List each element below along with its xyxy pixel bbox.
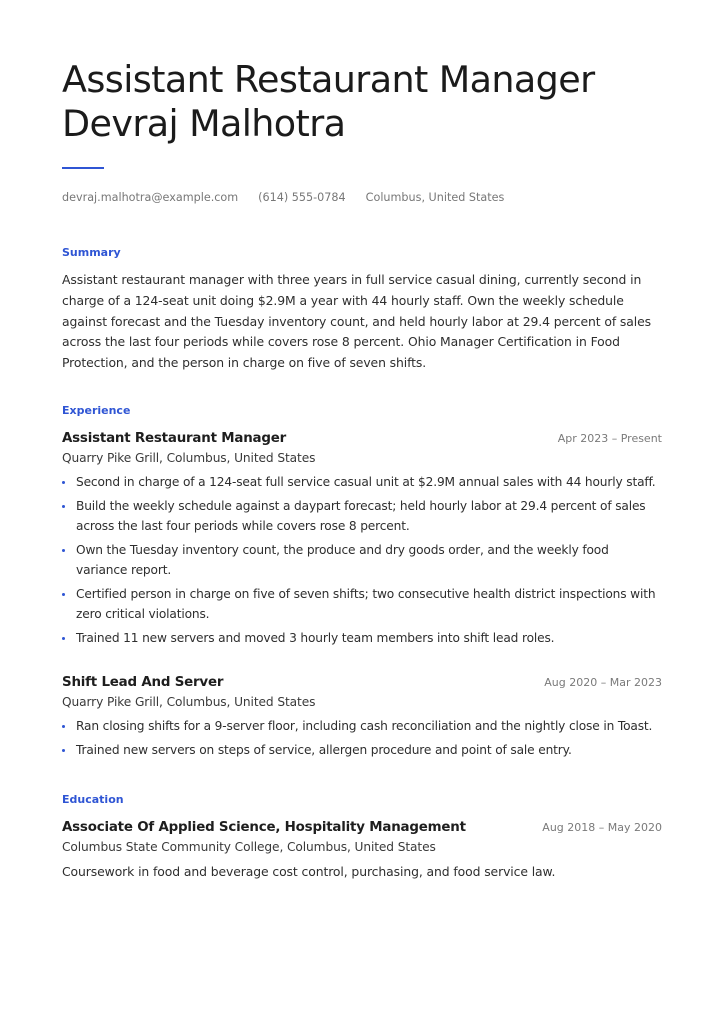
bullet-item <box>62 541 662 580</box>
education-dates: Aug 2018 – May 2020 <box>542 820 662 834</box>
bullet-dot-icon <box>62 593 65 596</box>
bullet-item <box>62 741 662 761</box>
job-role: Assistant Restaurant Manager <box>62 430 287 446</box>
bullet-dot-icon <box>62 749 65 752</box>
bullet-dot-icon <box>62 725 65 728</box>
bullet-item <box>62 473 662 493</box>
job-title: Assistant Restaurant Manager <box>62 58 595 101</box>
job-organization: Quarry Pike Grill, Columbus, United States <box>62 450 316 465</box>
job-dates: Aug 2020 – Mar 2023 <box>544 675 662 689</box>
bullet-dot-icon <box>62 481 65 484</box>
experience-entry <box>62 431 662 649</box>
bullet-item <box>62 585 662 624</box>
bullet-item <box>62 497 662 536</box>
contact-phone: (614) 555-0784 <box>258 191 346 204</box>
page-title <box>62 58 662 146</box>
bullet-text: Second in charge of a 124-seat full service casual unit at $2.9M annual sales with 44 hourly staff. <box>76 474 656 489</box>
job-bullets <box>62 717 662 761</box>
candidate-name: Devraj Malhotra <box>62 102 346 145</box>
education-entry <box>62 820 662 879</box>
bullet-dot-icon <box>62 505 65 508</box>
experience-entry <box>62 675 662 761</box>
entry-header <box>62 675 662 690</box>
entry-header <box>62 431 662 446</box>
school-name: Columbus State Community College, Columbus, United States <box>62 839 436 854</box>
bullet-text: Own the Tuesday inventory count, the produce and dry goods order, and the weekly food variance report. <box>76 543 609 577</box>
job-organization: Quarry Pike Grill, Columbus, United States <box>62 694 316 709</box>
bullet-text: Ran closing shifts for a 9-server floor, including cash reconciliation and the nightly close in Toast. <box>76 718 653 733</box>
job-dates: Apr 2023 – Present <box>557 431 662 445</box>
resume-content <box>62 58 662 879</box>
bullet-text: Certified person in charge on five of seven shifts; two consecutive health district inspections with zero critical violations. <box>76 587 656 621</box>
contact-line <box>62 191 662 204</box>
bullet-dot-icon <box>62 549 65 552</box>
education-heading: Education <box>62 792 124 806</box>
bullet-item <box>62 717 662 737</box>
entry-header <box>62 820 662 835</box>
education-note: Coursework in food and beverage cost control, purchasing, and food service law. <box>62 863 556 879</box>
bullet-dot-icon <box>62 637 65 640</box>
degree-title: Associate Of Applied Science, Hospitality Management <box>62 819 466 835</box>
bullet-text: Build the weekly schedule against a daypart forecast; held hourly labor at 29.4 percent of sales across the last four periods while covers rose 8 percent. <box>76 499 646 533</box>
bullet-text: Trained new servers on steps of service, allergen procedure and point of sale entry. <box>76 743 572 758</box>
summary-heading: Summary <box>62 246 121 259</box>
summary-text: Assistant restaurant manager with three years in full service casual dining, currently second in charge of a 124-seat unit doing $2.9M a year with 44 hourly staff. Own the weekly schedule against forecast and the Tuesday inventory count, and held hourly labor at 29.4 percent of sales across the last four periods while covers rose 8 percent. Ohio Manager Certification in Food Protection, and the person in charge on five of seven shifts. <box>62 272 652 371</box>
contact-location: Columbus, United States <box>365 191 505 204</box>
accent-divider <box>62 167 104 169</box>
bullet-text: Trained 11 new servers and moved 3 hourly team members into shift lead roles. <box>76 631 555 646</box>
experience-heading: Experience <box>62 403 131 417</box>
job-bullets <box>62 473 662 649</box>
job-role: Shift Lead And Server <box>62 674 224 690</box>
contact-email: devraj.malhotra@example.com <box>62 191 239 204</box>
bullet-item <box>62 629 662 649</box>
